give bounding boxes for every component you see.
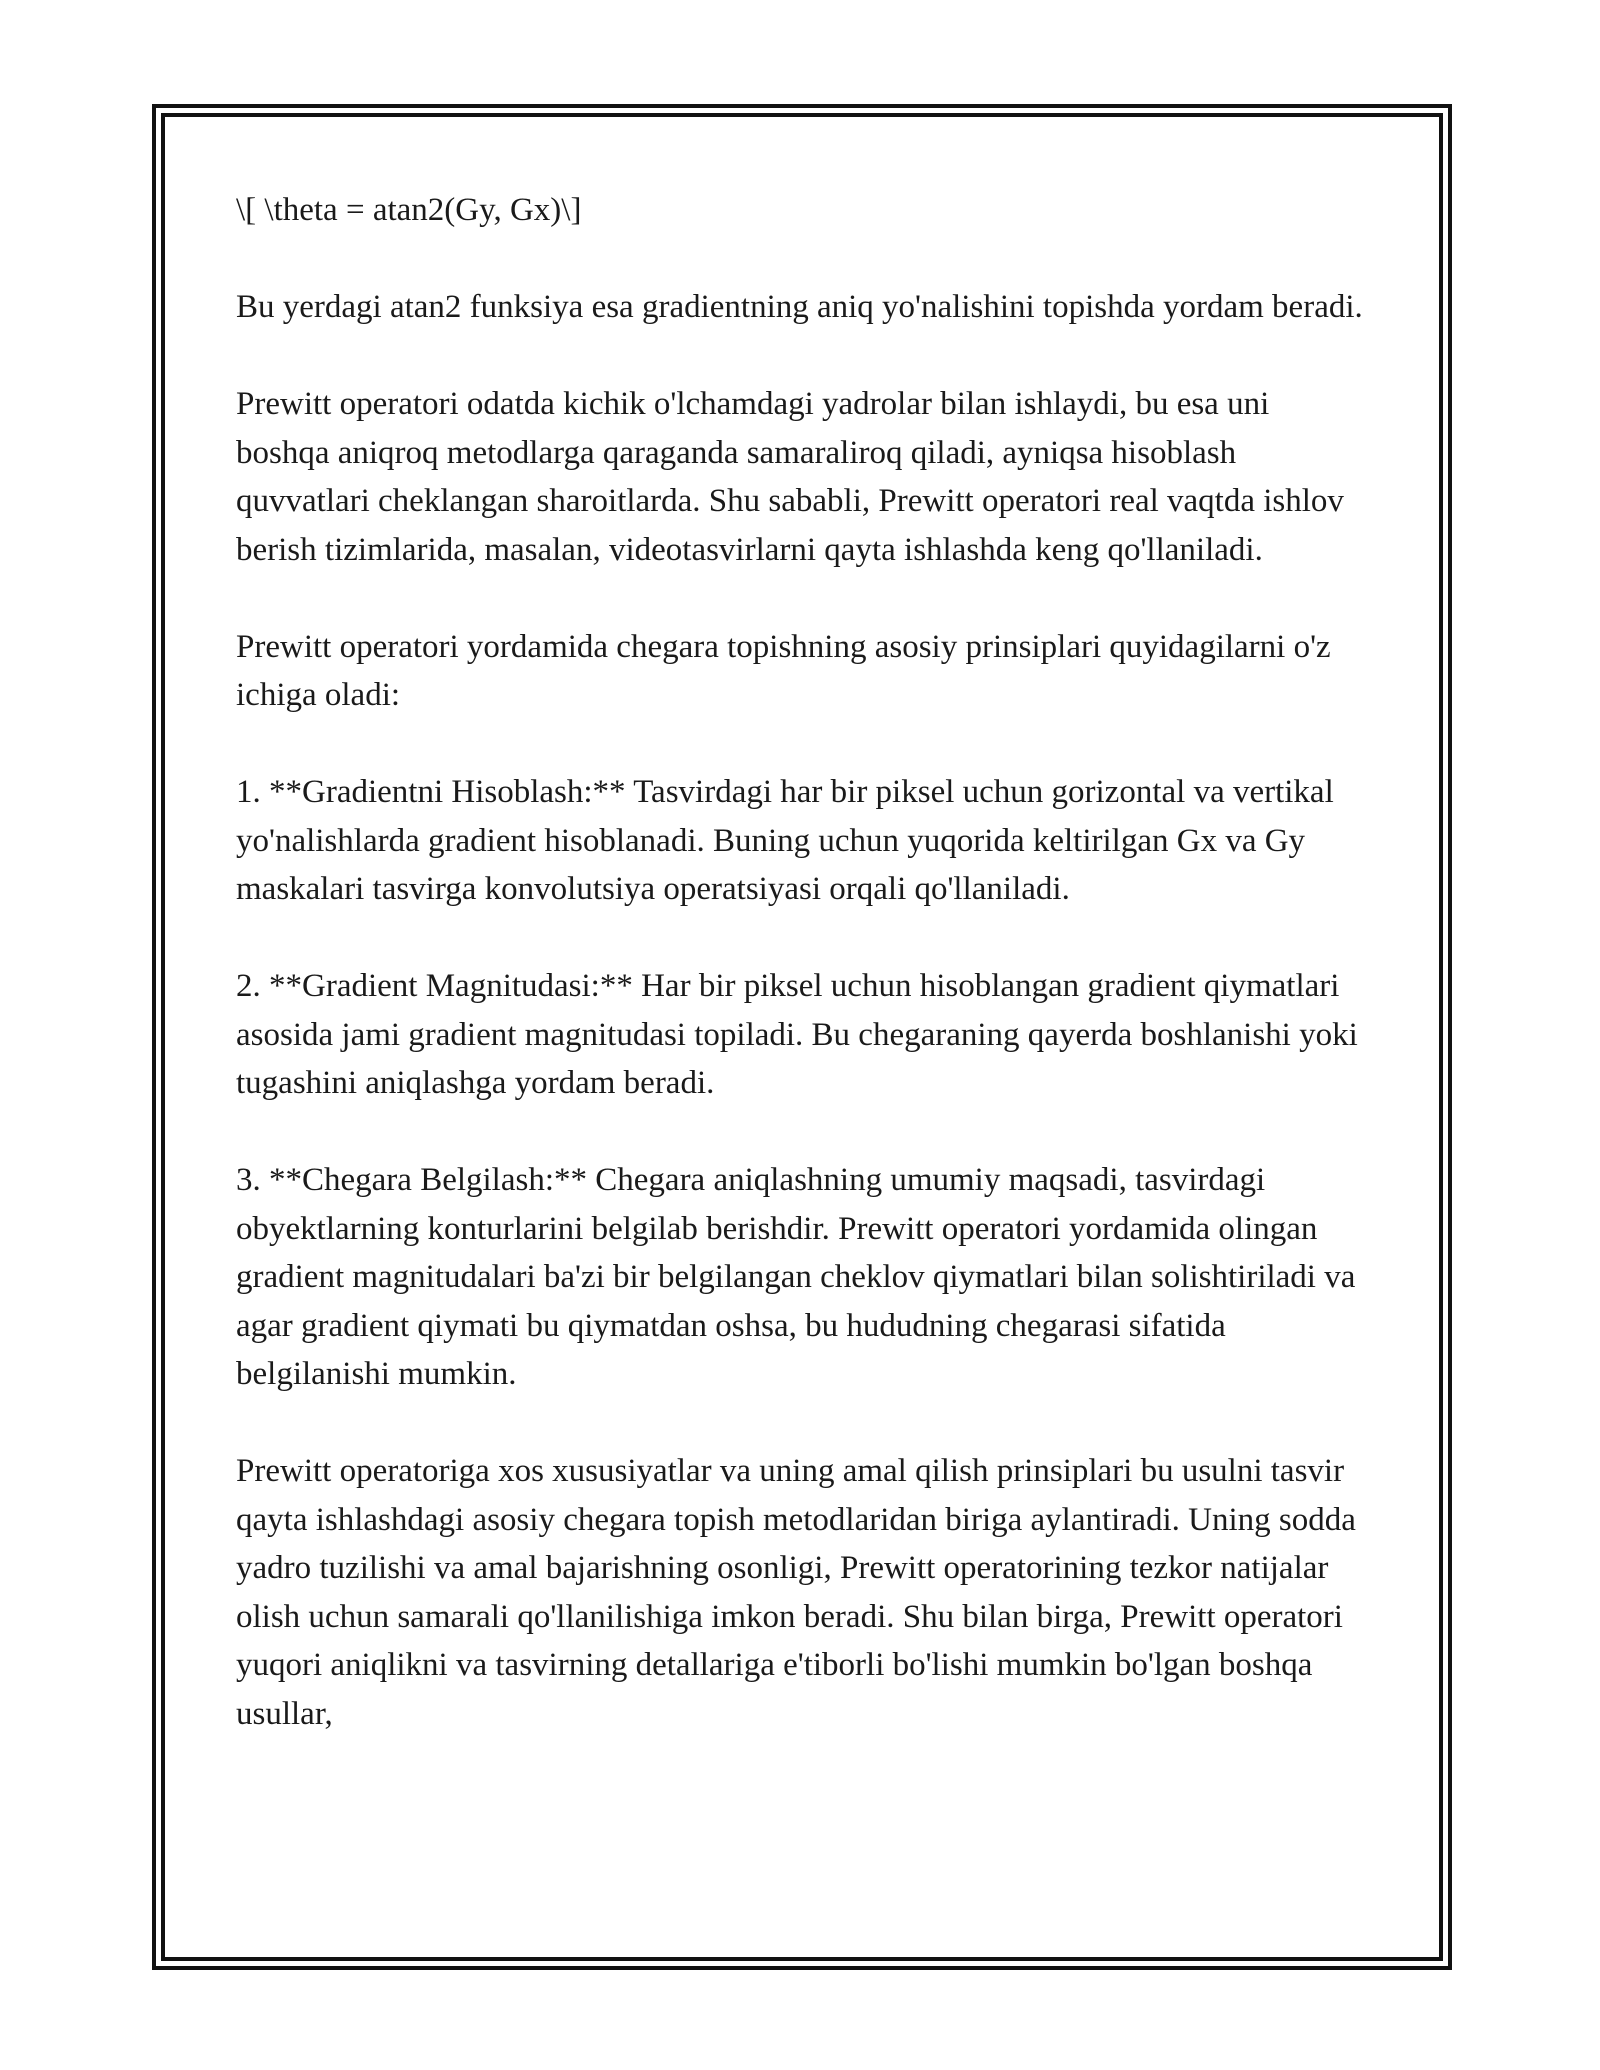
paragraph-conclusion: Prewitt operatoriga xos xususiyatlar va uning amal qilish prinsiplari bu usulni tasvir qayta ishlashdagi asosiy chegara topish metodlaridan biriga aylantiradi. Uning sodda yadro tuzilishi va amal bajarishning osonligi, Prewitt operatorining tezkor natijalar olish uchun samarali qo'llanilishiga imkon beradi. Shu bilan birga, Prewitt operatori yuqori aniqlikni va tasvirning detallariga e'tiborli bo'lishi mumkin bo'lgan boshqa usullar,	[236, 1453, 1356, 1732]
paragraph-principles-intro: Prewitt operatori yordamida chegara topishning asosiy prinsiplari quyidagilarni o'z ichiga oladi:	[236, 628, 1331, 713]
paragraph-efficiency: Prewitt operatori odatda kichik o'lchamdagi yadrolar bilan ishlaydi, bu esa uni boshqa aniqroq metodlarga qaraganda samaraliroq qiladi, ayniqsa hisoblash quvvatlari cheklangan sharoitlarda. Shu sababli, Prewitt operatori real vaqtda ishlov berish tizimlarida, masalan, videotasvirlarni qayta ishlashda keng qo'llaniladi.	[236, 386, 1344, 568]
list-item-gradient-magnitude: 2. **Gradient Magnitudasi:** Har bir piksel uchun hisoblangan gradient qiymatlari asosida jami gradient magnitudasi topiladi. Bu chegaraning qayerda boshlanishi yoki tugashini aniqlashga yordam beradi.	[236, 968, 1358, 1101]
formula-line: \[ \theta = atan2(Gy, Gx)\]	[236, 192, 582, 228]
list-item-edge-marking: 3. **Chegara Belgilash:** Chegara aniqlashning umumiy maqsadi, tasvirdagi obyektlarning konturlarini belgilab berishdir. Prewitt operatori yordamida olingan gradient magnitudalari ba'zi bir belgilangan cheklov qiymatlari bilan solishtiriladi va agar gradient qiymati bu qiymatdan oshsa, bu hududning chegarasi sifatida belgilanishi mumkin.	[236, 1162, 1356, 1392]
document-body	[236, 186, 1366, 1787]
paragraph-atan2: Bu yerdagi atan2 funksiya esa gradientning aniq yo'nalishini topishda yordam beradi.	[236, 289, 1363, 325]
list-item-gradient-calculation: 1. **Gradientni Hisoblash:** Tasvirdagi har bir piksel uchun gorizontal va vertikal yo'nalishlarda gradient hisoblanadi. Buning uchun yuqorida keltirilgan Gx va Gy maskalari tasvirga konvolutsiya operatsiyasi orqali qo'llaniladi.	[236, 774, 1334, 907]
